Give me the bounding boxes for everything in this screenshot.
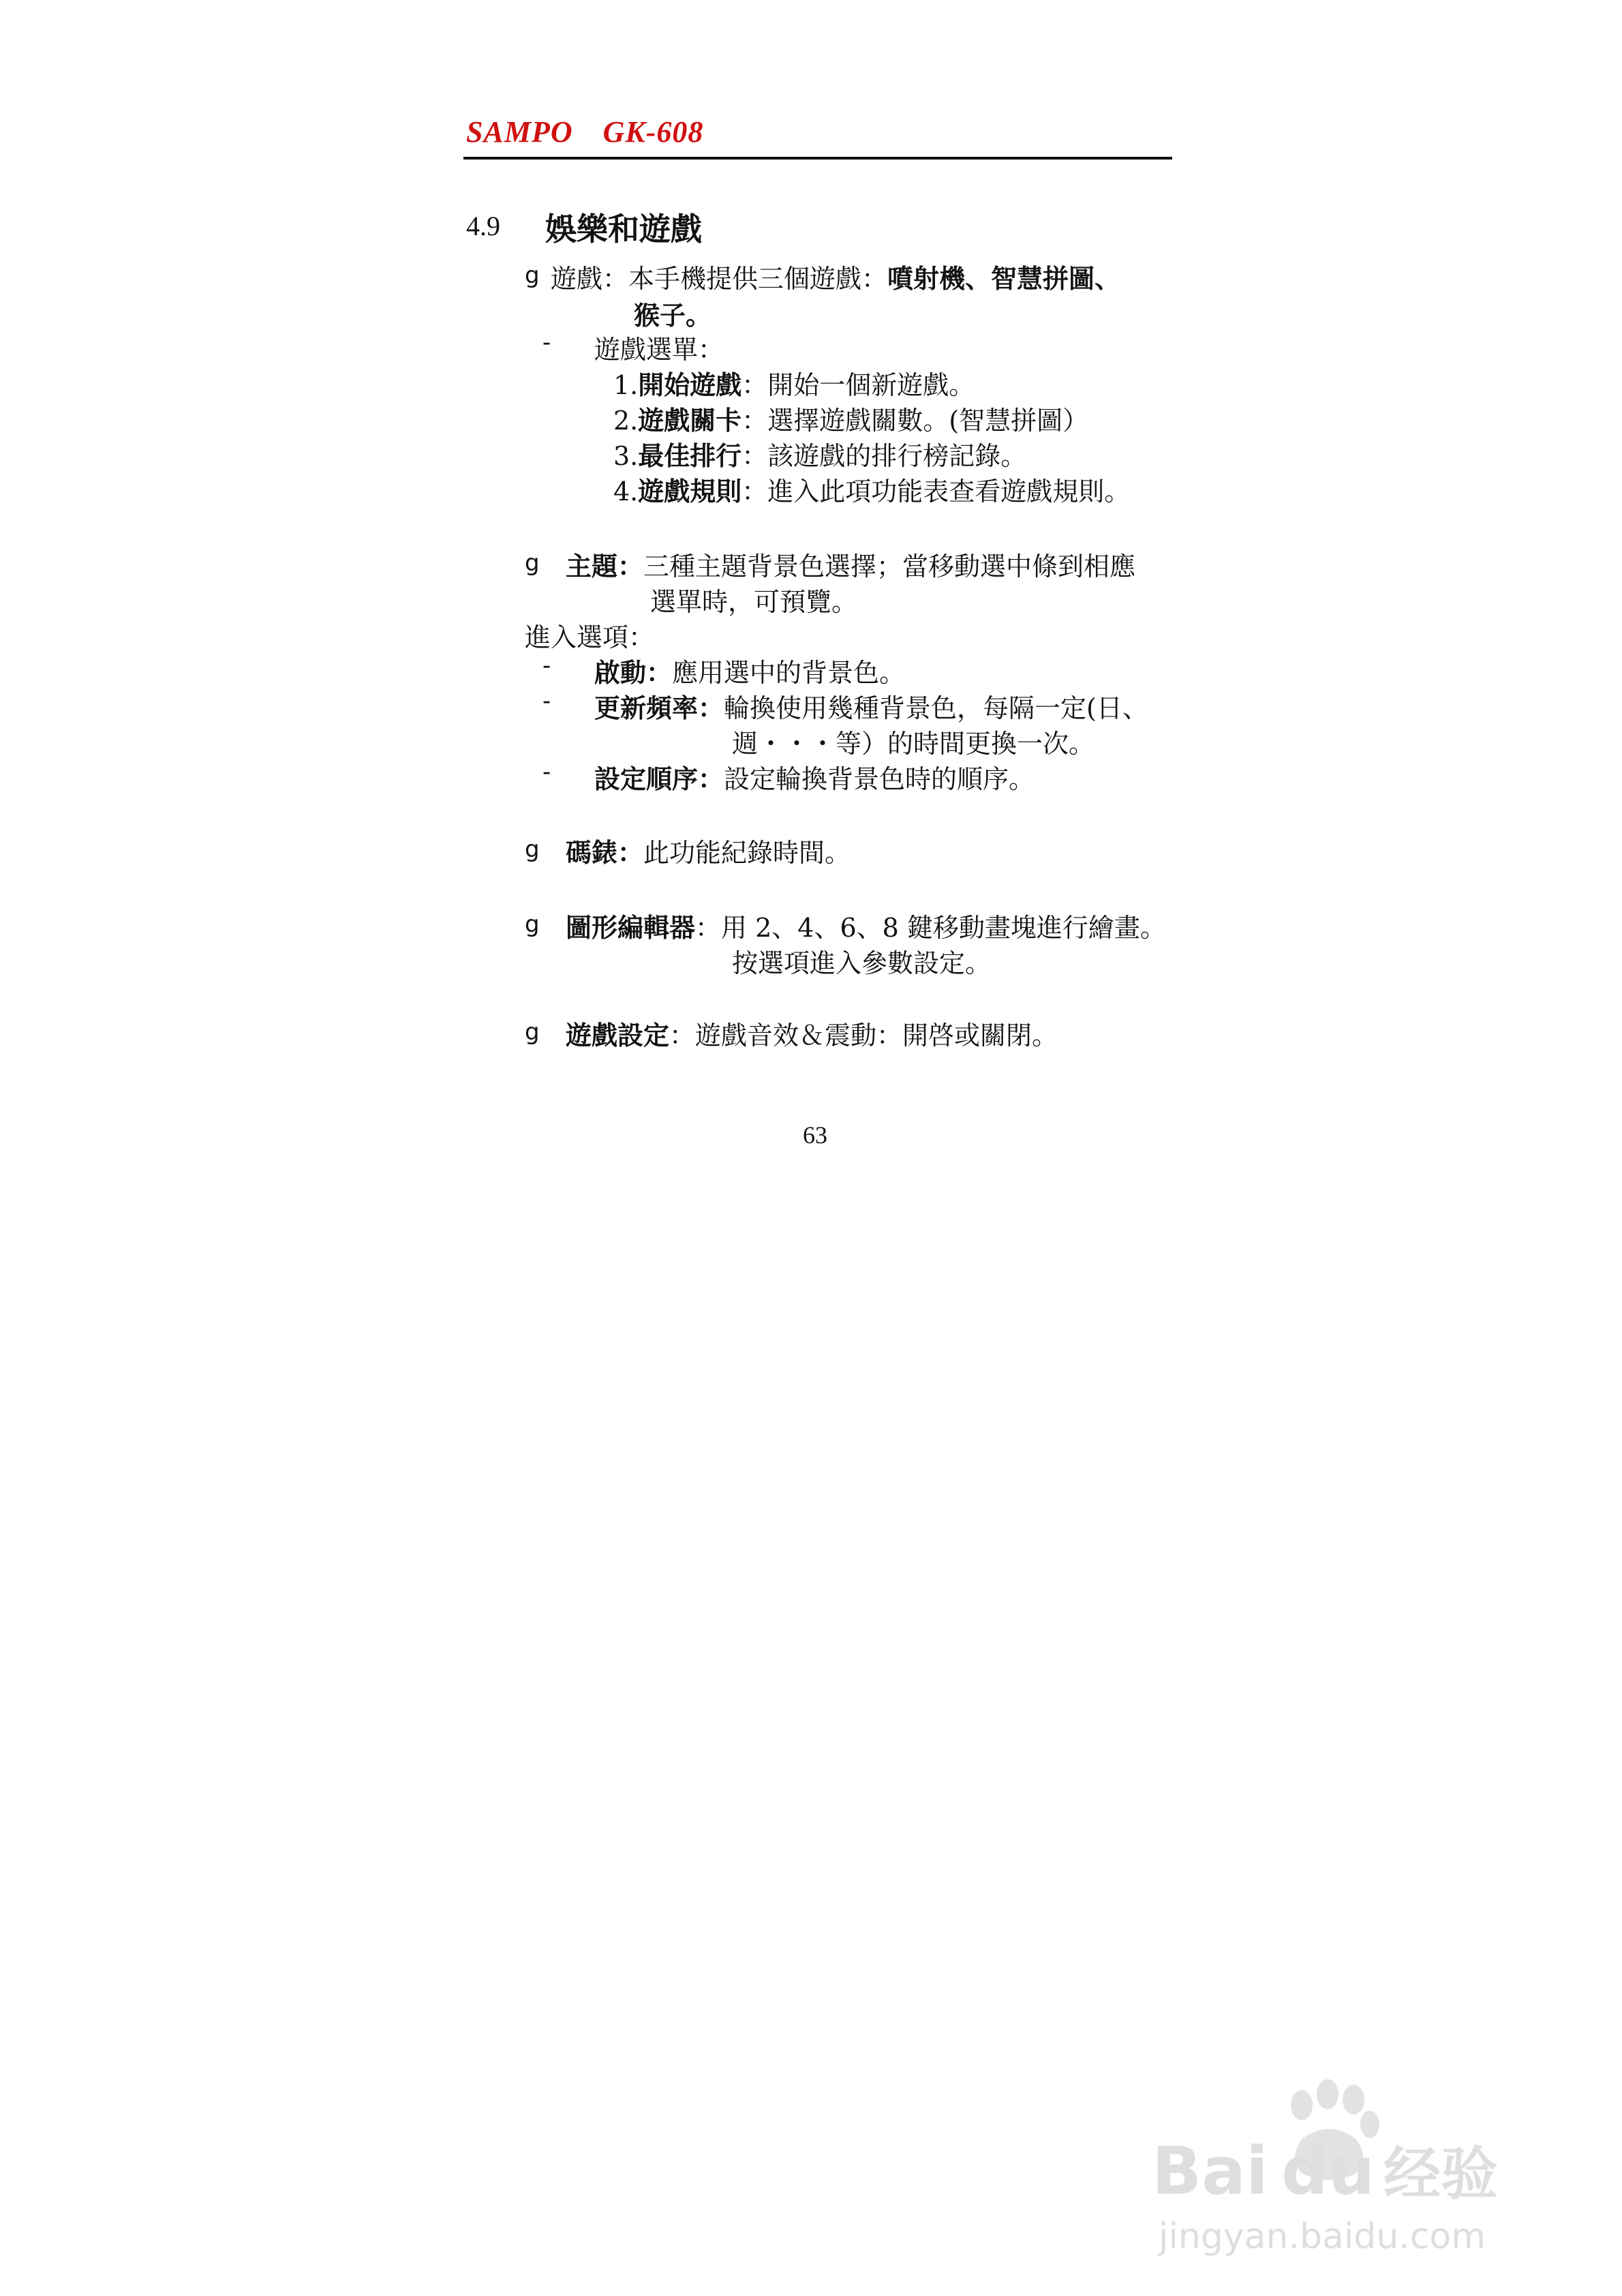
option-dash: - bbox=[542, 687, 551, 715]
games-menu-item bbox=[613, 435, 1026, 472]
theme-option bbox=[594, 652, 905, 689]
settings-name: 遊戲設定 bbox=[566, 1020, 670, 1051]
stopwatch-bullet: g bbox=[525, 836, 540, 863]
item-desc: ：進入此項功能表查看遊戲規則。 bbox=[741, 477, 1131, 507]
option-name: 設定順序： bbox=[594, 764, 724, 794]
menu-dash: - bbox=[542, 329, 551, 357]
editor-desc: ：用 2、4、6、8 鍵移動畫塊進行繪畫。 bbox=[695, 913, 1166, 943]
svg-text:jingyan.baidu.com: jingyan.baidu.com bbox=[1159, 2216, 1486, 2257]
item-desc: ：開始一個新遊戲。 bbox=[741, 370, 975, 400]
editor-desc-cont: 按選項進入參數設定。 bbox=[732, 948, 992, 978]
settings-desc: ：遊戲音效＆震動：開啓或關閉。 bbox=[669, 1021, 1058, 1051]
games-titles-cont: 猴子。 bbox=[634, 300, 712, 331]
item-name: 遊戲關卡 bbox=[638, 405, 742, 436]
option-name: 啟動： bbox=[594, 657, 673, 688]
games-menu-item bbox=[613, 470, 1130, 508]
theme-desc: 三種主題背景色選擇；當移動選中條到相應 bbox=[643, 552, 1136, 581]
item-name: 遊戲規則 bbox=[638, 476, 742, 507]
header-rule bbox=[463, 157, 1172, 160]
header-title bbox=[466, 115, 703, 149]
option-desc-cont: 週・・・等）的時間更換一次。 bbox=[732, 729, 1095, 759]
option-name: 更新頻率： bbox=[594, 693, 724, 723]
editor-name: 圖形編輯器 bbox=[566, 912, 696, 943]
theme-desc-cont: 選單時，可預覽。 bbox=[650, 587, 858, 617]
option-dash: - bbox=[542, 652, 551, 680]
theme-bullet: g bbox=[525, 549, 540, 577]
settings-line bbox=[566, 1014, 1058, 1052]
item-desc: ：該遊戲的排行榜記錄。 bbox=[741, 441, 1027, 471]
option-desc: 設定輪換背景色時的順序。 bbox=[724, 764, 1035, 794]
stopwatch-desc: 此功能紀錄時間。 bbox=[643, 838, 851, 868]
games-titles: 噴射機、智慧拼圖、 bbox=[887, 263, 1121, 294]
theme-option bbox=[594, 758, 1035, 796]
page-number: 63 bbox=[803, 1121, 827, 1149]
section-number: 4.9 bbox=[466, 211, 500, 241]
option-desc: 應用選中的背景色。 bbox=[672, 658, 906, 688]
item-number: 4. bbox=[613, 477, 639, 507]
item-name: 開始遊戲 bbox=[638, 369, 742, 400]
svg-text:du: du bbox=[1281, 2133, 1375, 2209]
settings-bullet: g bbox=[525, 1018, 540, 1046]
games-label: 遊戲：本手機提供三個遊戲： bbox=[551, 264, 888, 294]
theme-enter-label: 進入選項： bbox=[525, 622, 655, 652]
stopwatch-name: 碼錶： bbox=[566, 837, 644, 868]
item-number: 2. bbox=[613, 406, 639, 436]
baidu-watermark-logo bbox=[1145, 2064, 1581, 2269]
item-number: 3. bbox=[613, 441, 639, 471]
svg-text:Bai: Bai bbox=[1152, 2133, 1268, 2209]
theme-option bbox=[594, 687, 1148, 725]
theme-line bbox=[566, 545, 1135, 583]
stopwatch-line bbox=[566, 832, 851, 869]
games-menu-item bbox=[613, 399, 1088, 437]
option-dash: - bbox=[542, 758, 551, 786]
item-desc: ：選擇遊戲關數。(智慧拼圖） bbox=[741, 406, 1089, 436]
option-desc: 輪換使用幾種背景色，每隔一定(日、 bbox=[724, 693, 1148, 723]
games-line bbox=[551, 258, 1120, 295]
brand-name: SAMPO bbox=[466, 115, 573, 149]
item-number: 1. bbox=[613, 370, 639, 400]
games-menu-item bbox=[613, 364, 975, 402]
item-name: 最佳排行 bbox=[638, 440, 742, 471]
theme-name: 主題： bbox=[566, 551, 644, 581]
model-name: GK-608 bbox=[602, 115, 704, 149]
games-menu-label: 遊戲選單： bbox=[594, 335, 724, 365]
editor-line bbox=[566, 907, 1166, 944]
section-title: 娛樂和遊戲 bbox=[545, 211, 702, 247]
svg-text:经验: 经验 bbox=[1383, 2141, 1499, 2207]
editor-bullet: g bbox=[525, 911, 540, 938]
games-bullet: g bbox=[525, 262, 540, 289]
